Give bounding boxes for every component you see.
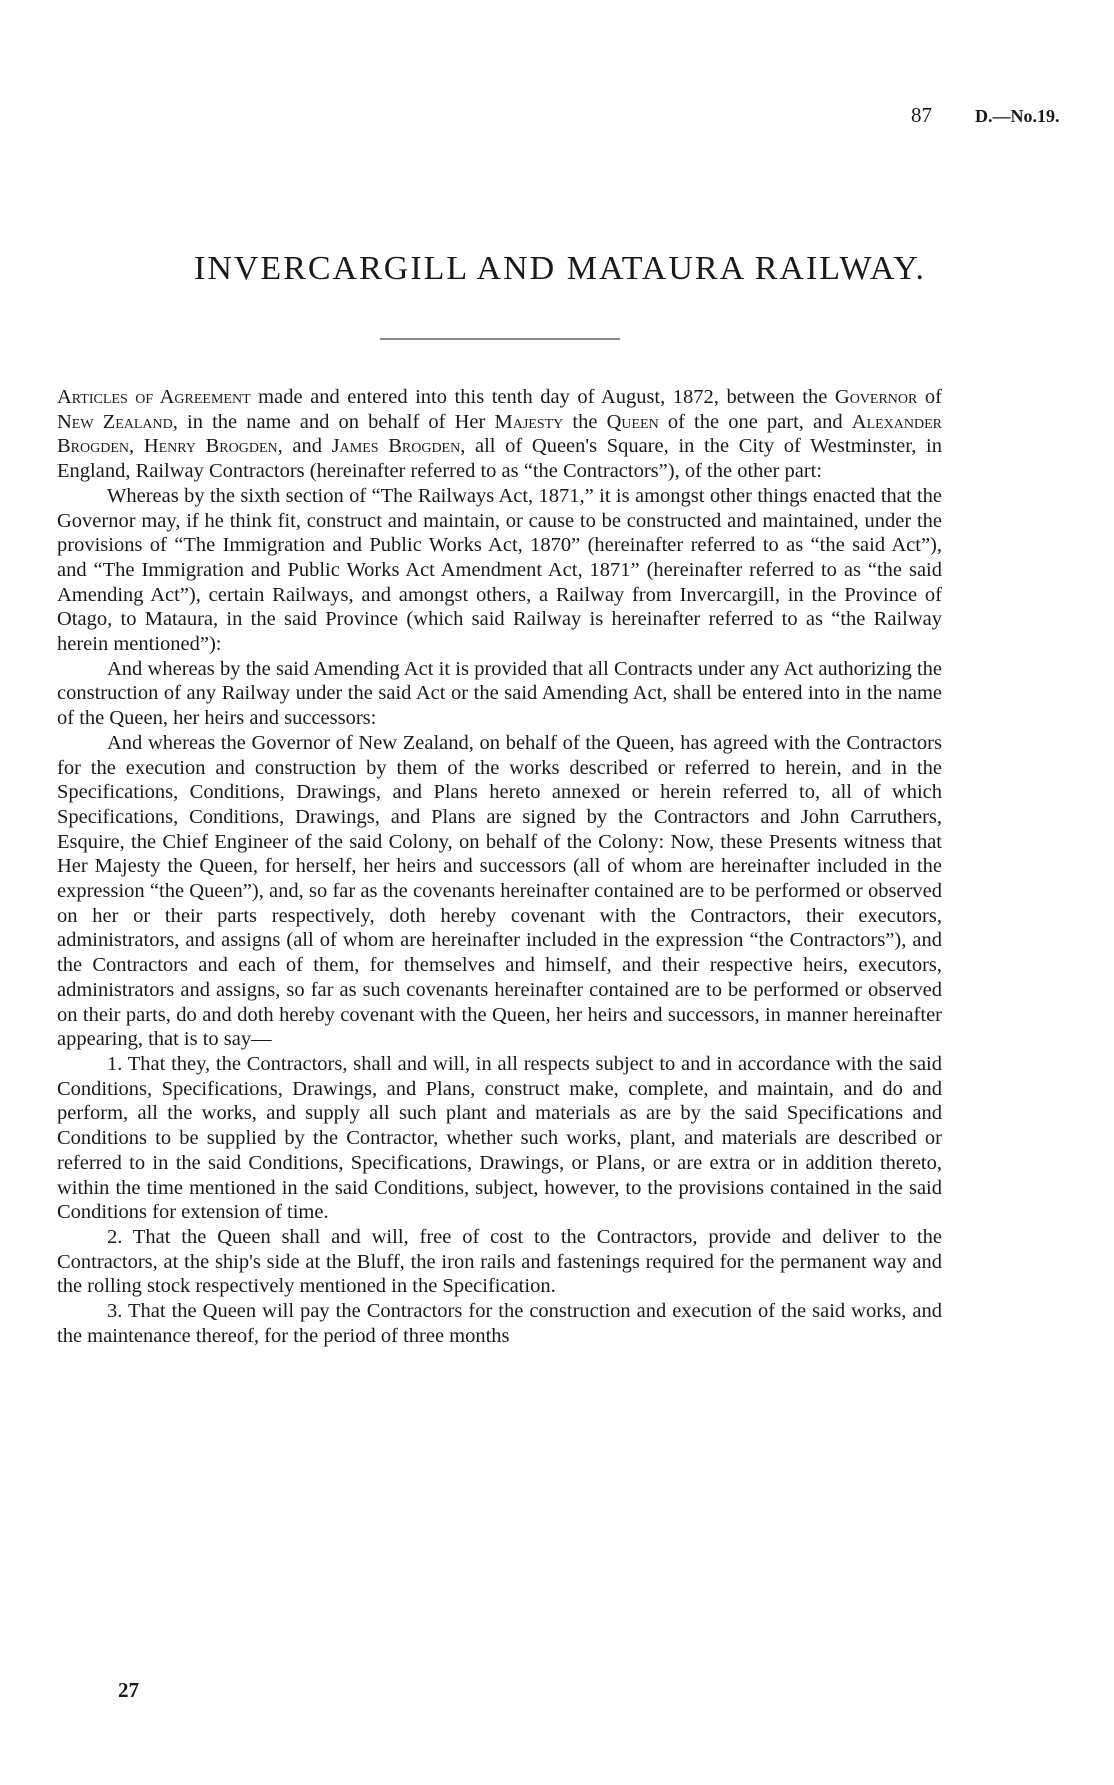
text-run: , in the name and on behalf of Her bbox=[172, 410, 495, 433]
text-run: of bbox=[917, 386, 942, 408]
clause-2: 2. That the Queen shall and will, free of cost to the Contractors, provide and deliver to the Contractors, at the ship's side at the Bluff, the iron rails and fastenings required for the permanent way and the rolling stock respectively mentioned in the Specification. bbox=[57, 1225, 942, 1298]
whereas-paragraph-3: And whereas the Governor of New Zealand, on behalf of the Queen, has agreed with the Contractors for the execution and construction by them of the works described or referred to herein, and in the Specifications, Conditions, Drawings, and Plans hereto annexed or herein referred to, all of which Specifications, Conditions, Drawings, and Plans are signed by the Contractors and John Carruthers, Esquire, the Chief Engineer of the said Colony, on behalf of the Colony: Now, these Presents witness that Her Majesty the Queen, for herself, her heirs and successors (all of whom are hereinafter included in the expression “the Queen”), and, so far as the covenants hereinafter contained are to be performed or observed on her or their parts respectively, doth hereby covenant with the Contractors, their executors, administrators, and assigns (all of whom are hereinafter included in the expression “the Contractors”), and the Contractors and each of them, for themselves and himself, and their respective heirs, executors, administrators and assigns, so far as such covenants hereinafter contained are to be performed or observed on their parts, do and doth hereby covenant with the Queen, her heirs and successors, in manner hereinafter appearing, that is to say— bbox=[57, 731, 942, 1051]
party-name: James Brogden bbox=[331, 435, 461, 458]
page-title: INVERCARGILL AND MATAURA RAILWAY. bbox=[194, 250, 926, 287]
articles-paragraph bbox=[57, 385, 942, 484]
majesty-term: Majesty bbox=[494, 410, 564, 433]
text-run: made and entered into this tenth day of August, 1872, between the bbox=[250, 386, 835, 408]
whereas-paragraph-2: And whereas by the said Amending Act it is provided that all Contracts under any Act authorizing the construction of any Railway under the said Act or the said Amending Act, shall be entered into in the name of the Queen, her heirs and successors: bbox=[57, 657, 942, 730]
text-run: of the one part, and bbox=[658, 410, 852, 433]
document-body bbox=[57, 385, 942, 1348]
queen-term: Queen bbox=[606, 410, 659, 433]
page-number: 87 bbox=[911, 103, 932, 127]
text-run: , and bbox=[277, 435, 332, 458]
whereas-paragraph-1: Whereas by the sixth section of “The Railways Act, 1871,” it is amongst other things enacted that the Governor may, if he think fit, construct and maintain, or cause to be constructed and maintained, under the provisions of “The Immigration and Public Works Act, 1870” (hereinafter referred to as “the said Act”), and “The Immigration and Public Works Act Amendment Act, 1871” (hereinafter referred to as “the said Amending Act”), certain Railways, and amongst others, a Railway from Invercargill, in the Province of Otago, to Mataura, in the said Province (which said Railway is hereinafter referred to as “the Railway herein mentioned”): bbox=[57, 484, 942, 656]
text-run: , bbox=[129, 435, 144, 458]
articles-heading: Articles of Agreement bbox=[57, 386, 251, 408]
new-zealand-term: New Zealand bbox=[57, 410, 173, 433]
governor-term: Governor bbox=[834, 386, 918, 408]
text-run: the bbox=[563, 410, 607, 433]
clause-3: 3. That the Queen will pay the Contractors for the construction and execution of the said works, and the maintenance thereof, for the period of three months bbox=[57, 1300, 942, 1347]
party-name: Henry Brogden bbox=[143, 435, 278, 458]
signature-mark: 27 bbox=[118, 1678, 139, 1702]
clause-1: 1. That they, the Contractors, shall and will, in all respects subject to and in accordance with the said Conditions, Specifications, Drawings, and Plans, construct make, complete, and maintain, and do and perform, all the works, and supply all such plant and materials as are by the said Specifications and Conditions to be supplied by the Contractor, whether such works, plant, and materials are described or referred to in the said Conditions, Specifications, Drawings, or Plans, or are extra or in addition thereto, within the time mentioned in the said Conditions, subject, however, to the provisions contained in the said Conditions for extension of time. bbox=[57, 1052, 942, 1224]
party-name: Alexander Brogden bbox=[57, 410, 943, 458]
document-reference: D.—No.19. bbox=[975, 106, 1060, 126]
title-divider bbox=[380, 338, 620, 340]
text-run: , all of Queen's Square, in the City of Westminster, in England, Railway Contractors (hereinafter referred to as “the Contractors”), of the other part: bbox=[57, 435, 942, 483]
